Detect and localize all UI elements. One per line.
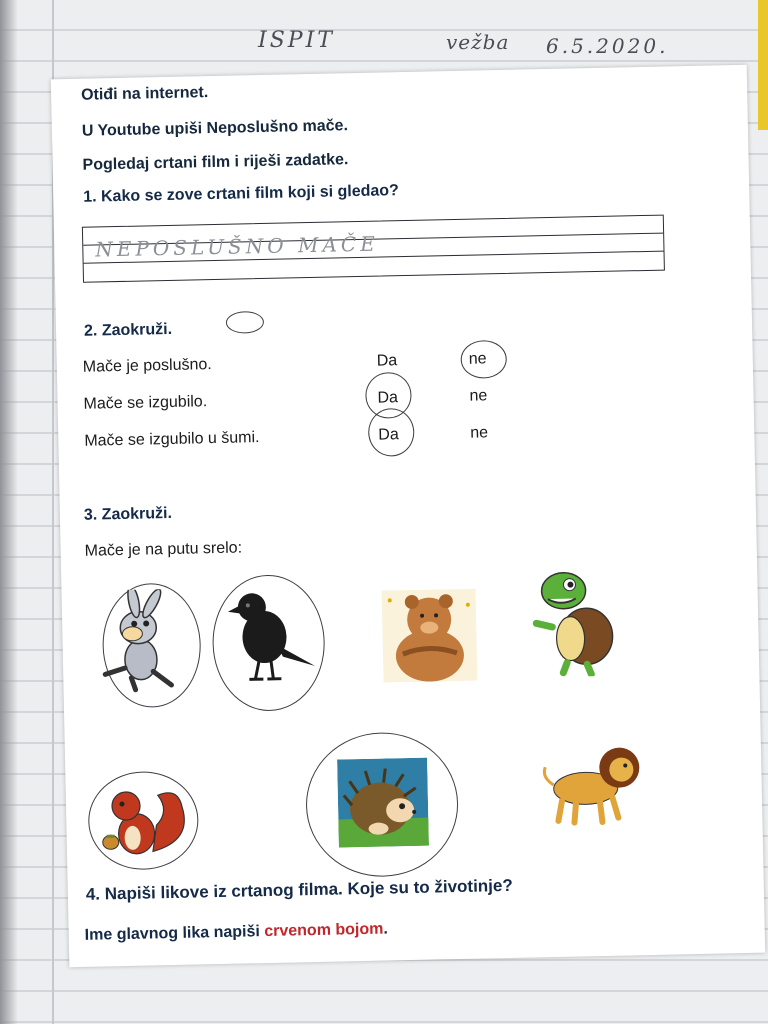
handwritten-word: vežba — [446, 30, 510, 54]
handwritten-title: ISPIT — [258, 28, 335, 53]
question-3-heading: 3. Zaokruži. — [83, 504, 173, 524]
question-1-handwritten-answer: NEPOSLUŠNO MAČE — [95, 231, 380, 262]
stray-pencil-circle — [226, 311, 264, 334]
squirrel-picture[interactable] — [96, 781, 192, 863]
statement-1: Mače je poslušno. — [82, 356, 212, 376]
option-ne-3[interactable]: ne — [470, 424, 489, 442]
handwritten-date: 6.5.2020. — [546, 34, 669, 58]
option-da-3[interactable]: Da — [378, 426, 399, 444]
option-da-1[interactable]: Da — [376, 352, 398, 370]
worksheet — [51, 65, 765, 967]
question-1-answer-box[interactable] — [82, 215, 665, 283]
question-3-prompt: Mače je na putu srelo: — [84, 539, 243, 560]
option-da-2[interactable]: Da — [377, 389, 399, 407]
lion-picture[interactable] — [541, 731, 647, 829]
turtle-picture[interactable] — [529, 565, 627, 677]
question-4-heading: 4. Napiši likove iz crtanog filma. Koje su to životinje? — [85, 875, 513, 904]
instruction-red-text: crvenom bojom — [264, 920, 384, 941]
intro-line-3: Pogledaj crtani film i riješi zadatke. — [82, 151, 349, 174]
instruction-prefix: Ime glavnog lika napiši — [84, 923, 265, 944]
question-2-heading: 2. Zaokruži. — [83, 320, 173, 340]
option-ne-1[interactable]: ne — [468, 350, 487, 368]
answer-circle-1 — [460, 340, 507, 379]
notebook-cover-edge — [758, 0, 768, 130]
question-1-heading: 1. Kako se zove crtani film koji si gledao? — [83, 182, 400, 206]
statement-2: Mače se izgubilo. — [83, 393, 208, 413]
bear-picture[interactable] — [382, 589, 478, 683]
intro-line-1: Otiđi na internet. — [80, 84, 209, 104]
rabbit-picture[interactable] — [93, 589, 191, 695]
notebook-binding-shadow — [0, 0, 18, 1024]
statement-3: Mače se izgubilo u šumi. — [84, 429, 260, 450]
answer-circle-3 — [368, 408, 415, 457]
hedgehog-picture[interactable] — [337, 758, 429, 848]
instruction-suffix: . — [383, 920, 389, 938]
question-4-instruction — [85, 921, 389, 945]
intro-line-2: U Youtube upiši Neposlušno mače. — [81, 117, 349, 140]
option-ne-2[interactable]: ne — [469, 387, 488, 405]
crow-picture[interactable] — [221, 584, 319, 686]
